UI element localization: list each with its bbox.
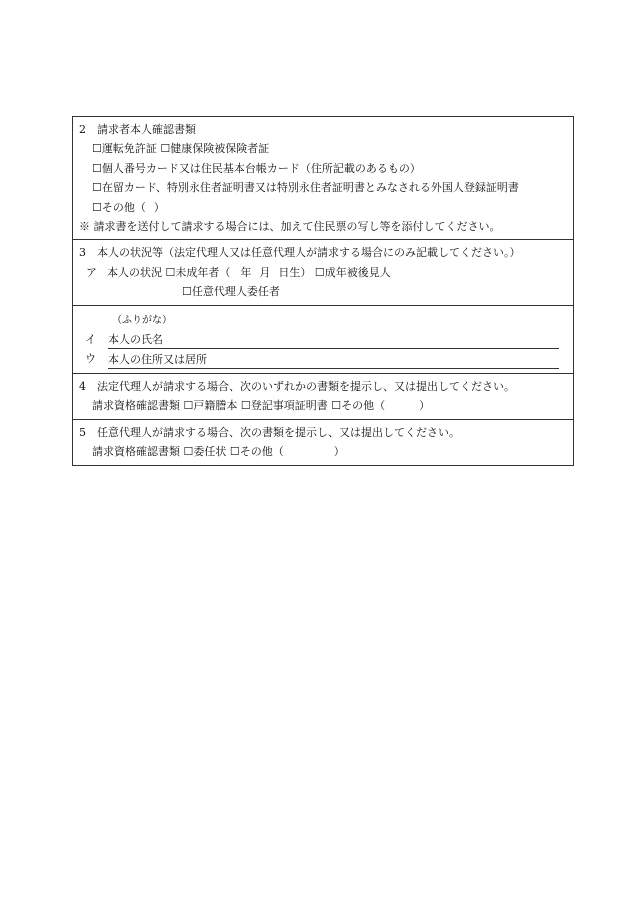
label-legal-other: その他（ [341,399,386,413]
label-minor: 未成年者（ [175,265,231,279]
label-legal-other-close: ） [419,399,431,413]
legal-docs-row [79,396,567,415]
label-other-id-close: ） [153,200,165,214]
checkbox-registry-cert[interactable] [241,399,251,412]
status-row [79,263,567,282]
mail-note [79,217,567,236]
section-voluntary-agent [73,419,573,465]
id-row-4 [79,198,567,217]
checkbox-agent-other[interactable] [230,445,240,458]
section-3-title: 本人の状況等（法定代理人又は任意代理人が請求する場合にのみ記載してください。） [97,246,521,260]
label-registry-cert: 登記事項証明書 [250,399,328,413]
checkbox-legal-other[interactable] [331,399,341,412]
section-3-number: 3 [79,246,86,260]
section-2-number: 2 [79,123,86,136]
label-power-of-attorney: 委任状 [193,445,227,459]
label-agent-other: その他（ [239,445,284,459]
name-i-label: イ [85,333,96,347]
checkbox-power-of-attorney[interactable] [184,445,194,458]
section-2-title: 請求者本人確認書類 [97,123,196,136]
section-4-title: 法定代理人が請求する場合、次のいずれかの書類を提示し、又は提出してください。 [97,379,515,393]
label-birthday: 日生） [278,265,312,279]
checkbox-koseki[interactable] [184,399,194,412]
checkbox-other-id[interactable] [92,201,102,214]
checkbox-delegator[interactable] [182,285,192,298]
section-legal-representative [73,373,573,419]
id-row-2 [79,159,567,178]
status-title: 本人の状況 [107,265,162,279]
section-5-title: 任意代理人が請求する場合、次の書類を提示し、又は提出してください。 [97,425,460,439]
section-person-details [73,305,573,373]
section-5-heading [79,423,567,442]
checkbox-residence-card[interactable] [92,181,102,194]
label-delegator: 任意代理人委任者 [191,285,280,299]
person-name-label: 本人の氏名 [108,331,559,349]
section-4-number: 4 [79,379,86,393]
section-5-number: 5 [79,425,86,439]
section-person-status [73,239,573,304]
checkbox-adult-ward[interactable] [315,266,325,279]
id-row-3 [79,178,567,197]
label-agent-other-close: ） [333,445,345,459]
agent-docs-label: 請求資格確認書類 [92,445,180,459]
section-2-heading [79,120,567,139]
label-drivers-license: 運転免許証 [101,142,157,156]
note-text: 請求書を送付して請求する場合には、加えて住民票の写し等を添付してください。 [93,220,501,234]
label-health-insurance: 健康保険被保険者証 [170,142,270,156]
id-row-1 [79,139,567,158]
person-address-label: 本人の住所又は居所 [108,351,559,369]
agent-docs-row [79,442,567,461]
label-other-id: その他（ [101,200,146,214]
note-mark: ※ [79,220,90,234]
address-u-label: ウ [85,352,96,366]
section-3-heading [79,243,567,262]
label-month: 月 [259,265,271,279]
legal-docs-label: 請求資格確認書類 [92,399,180,413]
status-a-label: ア [86,265,97,279]
checkbox-drivers-license[interactable] [92,142,102,155]
section-identity-documents [73,117,573,239]
label-mynumber-card: 個人番号カード又は住民基本台帳カード（住所記載のあるもの） [101,161,421,175]
checkbox-mynumber-card[interactable] [92,162,102,175]
furigana-label: （ふりがな） [112,314,172,326]
name-field[interactable] [79,330,567,349]
label-koseki: 戸籍謄本 [193,399,238,413]
request-form-table [72,116,574,466]
address-field[interactable] [79,349,567,368]
checkbox-minor[interactable] [166,266,176,279]
status-row-2 [79,282,567,301]
label-residence-card: 在留カード、特別永住者証明書又は特別永住者証明書とみなされる外国人登録証明書 [101,181,519,195]
section-4-heading [79,377,567,396]
label-adult-ward: 成年被後見人 [324,265,391,279]
checkbox-health-insurance[interactable] [160,142,170,155]
label-year: 年 [240,265,252,279]
